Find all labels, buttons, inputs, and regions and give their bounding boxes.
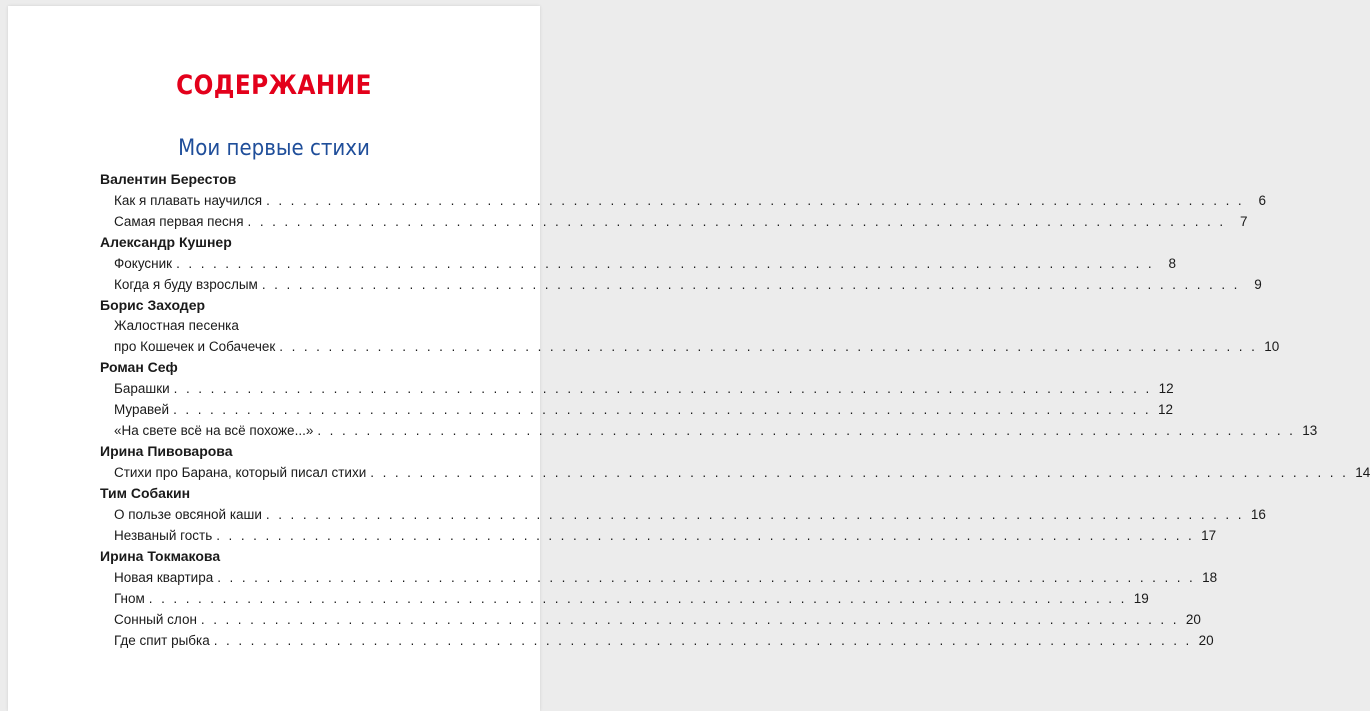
poem-title: Самая первая песня bbox=[114, 214, 244, 229]
toc-entry bbox=[100, 399, 1174, 420]
dot-leader: . . . . . . . . . . . . . . . . . . . . . . . . . . . . . . . . . . . . . . . . . . . . . . . . . . . . . . . . . . . . . . . . . . . . . . . . . . . . . . . . bbox=[266, 193, 1245, 208]
page-number: 17 bbox=[1201, 528, 1217, 543]
toc-entry bbox=[100, 504, 1266, 525]
poem-title: Новая квартира bbox=[114, 570, 214, 585]
poem-title: про Кошечек и Собачечек bbox=[114, 339, 276, 354]
page-number: 20 bbox=[1198, 633, 1214, 648]
page-number: 14 bbox=[1355, 465, 1370, 480]
author-name: Валентин Берестов bbox=[100, 171, 237, 187]
author-name: Ирина Токмакова bbox=[100, 548, 221, 564]
dot-leader: . . . . . . . . . . . . . . . . . . . . . . . . . . . . . . . . . . . . . . . . . . . . . . . . . . . . . . . . . . . . . . . . . . . . . . . . . . . . . . . . bbox=[317, 423, 1296, 438]
page-number: 12 bbox=[1158, 402, 1174, 417]
toc-entry bbox=[100, 211, 1248, 232]
dot-leader: . . . . . . . . . . . . . . . . . . . . . . . . . . . . . . . . . . . . . . . . . . . . . . . . . . . . . . . . . . . . . . . . . . . . . . . . . . . . . . . . bbox=[200, 612, 1179, 627]
section-heading: Мои первые стихи bbox=[178, 136, 370, 161]
table-of-contents bbox=[100, 169, 1370, 651]
poem-title: Гном bbox=[114, 591, 145, 606]
toc-entry bbox=[100, 190, 1267, 211]
poem-title: «На свете всё на всё похоже...» bbox=[114, 423, 314, 438]
toc-entry bbox=[100, 630, 1214, 651]
page-number: 20 bbox=[1185, 612, 1201, 627]
author-name: Борис Заходер bbox=[100, 297, 206, 313]
dot-leader: . . . . . . . . . . . . . . . . . . . . . . . . . . . . . . . . . . . . . . . . . . . . . . . . . . . . . . . . . . . . . . . . . . . . . . . . . . . . . . . . bbox=[261, 277, 1240, 292]
toc-entry bbox=[100, 420, 1318, 441]
toc-entry bbox=[100, 378, 1174, 399]
poem-title-line bbox=[100, 316, 478, 336]
toc-entry bbox=[100, 567, 1218, 588]
author-name: Ирина Пивоварова bbox=[100, 443, 233, 459]
dot-leader: . . . . . . . . . . . . . . . . . . . . . . . . . . . . . . . . . . . . . . . . . . . . . . . . . . . . . . . . . . . . . . . . . . . . . . . . . . . . . . . . bbox=[217, 570, 1196, 585]
toc-entry bbox=[100, 525, 1217, 546]
dot-leader: . . . . . . . . . . . . . . . . . . . . . . . . . . . . . . . . . . . . . . . . . . . . . . . . . . . . . . . . . . . . . . . . . . . . . . . . . . . . . . . . bbox=[148, 591, 1127, 606]
page-title: СОДЕРЖАНИЕ bbox=[176, 70, 372, 101]
toc-entry bbox=[100, 588, 1149, 609]
author-name: Тим Собакин bbox=[100, 485, 191, 501]
page-number: 18 bbox=[1202, 570, 1218, 585]
dot-leader: . . . . . . . . . . . . . . . . . . . . . . . . . . . . . . . . . . . . . . . . . . . . . . . . . . . . . . . . . . . . . . . . . . . . . . . . . . . . . . . . bbox=[247, 214, 1226, 229]
toc-entry bbox=[100, 336, 1280, 357]
page-number: 8 bbox=[1168, 256, 1177, 271]
dot-leader: . . . . . . . . . . . . . . . . . . . . . . . . . . . . . . . . . . . . . . . . . . . . . . . . . . . . . . . . . . . . . . . . . . . . . . . . . . . . . . . . bbox=[216, 528, 1195, 543]
poem-title: Где спит рыбка bbox=[114, 633, 210, 648]
page-number: 13 bbox=[1302, 423, 1318, 438]
dot-leader: . . . . . . . . . . . . . . . . . . . . . . . . . . . . . . . . . . . . . . . . . . . . . . . . . . . . . . . . . . . . . . . . . . . . . . . . . . . . . . . . bbox=[173, 381, 1152, 396]
author-name: Роман Сеф bbox=[100, 359, 178, 375]
poem-title: Когда я буду взрослым bbox=[114, 277, 258, 292]
toc-entry bbox=[100, 609, 1201, 630]
author-name: Александр Кушнер bbox=[100, 234, 232, 250]
page-number: 16 bbox=[1250, 507, 1266, 522]
poem-title: Сонный слон bbox=[114, 612, 197, 627]
dot-leader: . . . . . . . . . . . . . . . . . . . . . . . . . . . . . . . . . . . . . . . . . . . . . . . . . . . . . . . . . . . . . . . . . . . . . . . . . . . . . . . . bbox=[213, 633, 1192, 648]
poem-title: Муравей bbox=[114, 402, 170, 417]
toc-entry bbox=[100, 253, 1177, 274]
book-page bbox=[8, 6, 1370, 711]
page-number: 10 bbox=[1264, 339, 1280, 354]
dot-leader: . . . . . . . . . . . . . . . . . . . . . . . . . . . . . . . . . . . . . . . . . . . . . . . . . . . . . . . . . . . . . . . . . . . . . . . . . . . . . . . . bbox=[265, 507, 1244, 522]
poem-title: Жалостная песенка bbox=[114, 318, 239, 333]
page-number: 7 bbox=[1239, 214, 1248, 229]
poem-title: Фокусник bbox=[114, 256, 173, 271]
dot-leader: . . . . . . . . . . . . . . . . . . . . . . . . . . . . . . . . . . . . . . . . . . . . . . . . . . . . . . . . . . . . . . . . . . . . . . . . . . . . . . . . bbox=[279, 339, 1258, 354]
page-number: 9 bbox=[1254, 277, 1262, 292]
toc-entry bbox=[100, 274, 1262, 295]
poem-title: Незваный гость bbox=[114, 528, 213, 543]
dot-leader: . . . . . . . . . . . . . . . . . . . . . . . . . . . . . . . . . . . . . . . . . . . . . . . . . . . . . . . . . . . . . . . . . . . . . . . . . . . . . . . . bbox=[176, 256, 1155, 271]
dot-leader: . . . . . . . . . . . . . . . . . . . . . . . . . . . . . . . . . . . . . . . . . . . . . . . . . . . . . . . . . . . . . . . . . . . . . . . . . . . . . . . . bbox=[370, 465, 1349, 480]
page-number: 19 bbox=[1133, 591, 1149, 606]
toc-entry bbox=[100, 462, 1370, 483]
dot-leader: . . . . . . . . . . . . . . . . . . . . . . . . . . . . . . . . . . . . . . . . . . . . . . . . . . . . . . . . . . . . . . . . . . . . . . . . . . . . . . . . bbox=[173, 402, 1152, 417]
poem-title: Как я плавать научился bbox=[114, 193, 263, 208]
poem-title: Барашки bbox=[114, 381, 170, 396]
page-number: 6 bbox=[1258, 193, 1267, 208]
poem-title: Стихи про Барана, который писал стихи bbox=[114, 465, 367, 480]
poem-title: О пользе овсяной каши bbox=[114, 507, 262, 522]
page-number: 12 bbox=[1158, 381, 1174, 396]
